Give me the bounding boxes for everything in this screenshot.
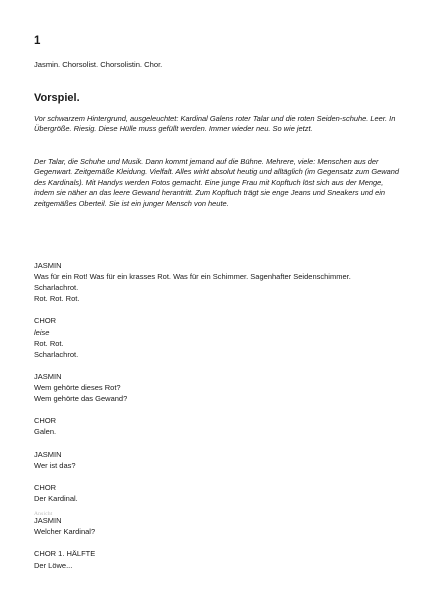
dialog-block <box>34 371 404 404</box>
dialog-block <box>34 515 404 537</box>
speaker: CHOR <box>34 482 57 492</box>
watermark-stamp: Ansicht <box>34 511 53 517</box>
dialog-line: Scharlachrot. <box>34 283 79 293</box>
stage-direction-1: Vor schwarzem Hintergrund, ausgeleuchtet: Kardinal Galens roter Talar und die roten Seiden-schuhe. Leer. In Übergröße. Riesig. Diese Hülle muss gefüllt werden. Immer wieder neu. So wie jetzt. <box>34 114 396 134</box>
stage-direction-2: Der Talar, die Schuhe und Musik. Dann kommt jemand auf die Bühne. Mehrere, viele: Menschen aus der Gegenwart. Zeitgemäße Kleidung. Vielfalt. Alles wirkt absolut heutig und alltäglich (im Gegensatz zum Gewand des Kardinals). Mit Handys werden Fotos gemacht. Eine junge Frau mit Kopftuch löst sich aus der Menge, indem sie näher an das leere Gewand herantritt. Zum Kopftuch trägt sie enge Jeans und Sneakers und ein zeitgemäßes Oberteil. Sie ist ein junger Mensch von heute. <box>34 157 400 208</box>
page-number: 1 <box>34 35 41 47</box>
dialog-block <box>34 482 404 504</box>
dialog-block <box>34 449 404 471</box>
speaker: CHOR <box>34 316 57 326</box>
dialog-line: Welcher Kardinal? <box>34 527 96 537</box>
speaker-direction: leise <box>34 327 50 337</box>
cast-list: Jasmin. Chorsolist. Chorsolistin. Chor. <box>34 60 163 69</box>
dialog-line: Galen. <box>34 427 57 437</box>
dialog-line: Rot. Rot. Rot. <box>34 294 80 304</box>
dialog-line: Was für ein Rot! Was für ein krasses Rot. Was für ein Schimmer. Sagenhafter Seidenschimmer. <box>34 272 351 282</box>
dialog-line: Scharlachrot. <box>34 349 79 359</box>
dialog-line: Der Löwe... <box>34 560 73 570</box>
dialog-block <box>34 260 404 304</box>
dialog-line: Rot. Rot. <box>34 338 64 348</box>
dialog-line: Wem gehörte das Gewand? <box>34 394 128 404</box>
dialog-line: Der Kardinal. <box>34 493 78 503</box>
speaker: JASMIN <box>34 449 62 459</box>
dialog-line: Wem gehörte dieses Rot? <box>34 383 121 393</box>
scene-heading: Vorspiel. <box>34 92 80 104</box>
speaker: CHOR <box>34 416 57 426</box>
dialog-block <box>34 315 404 359</box>
dialog-block <box>34 548 404 570</box>
speaker: JASMIN <box>34 371 62 381</box>
dialog-line: Wer ist das? <box>34 460 76 470</box>
speaker: CHOR 1. HÄLFTE <box>34 549 96 559</box>
dialog <box>34 260 404 582</box>
speaker: JASMIN <box>34 516 62 526</box>
speaker: JASMIN <box>34 261 62 270</box>
dialog-block <box>34 415 404 437</box>
